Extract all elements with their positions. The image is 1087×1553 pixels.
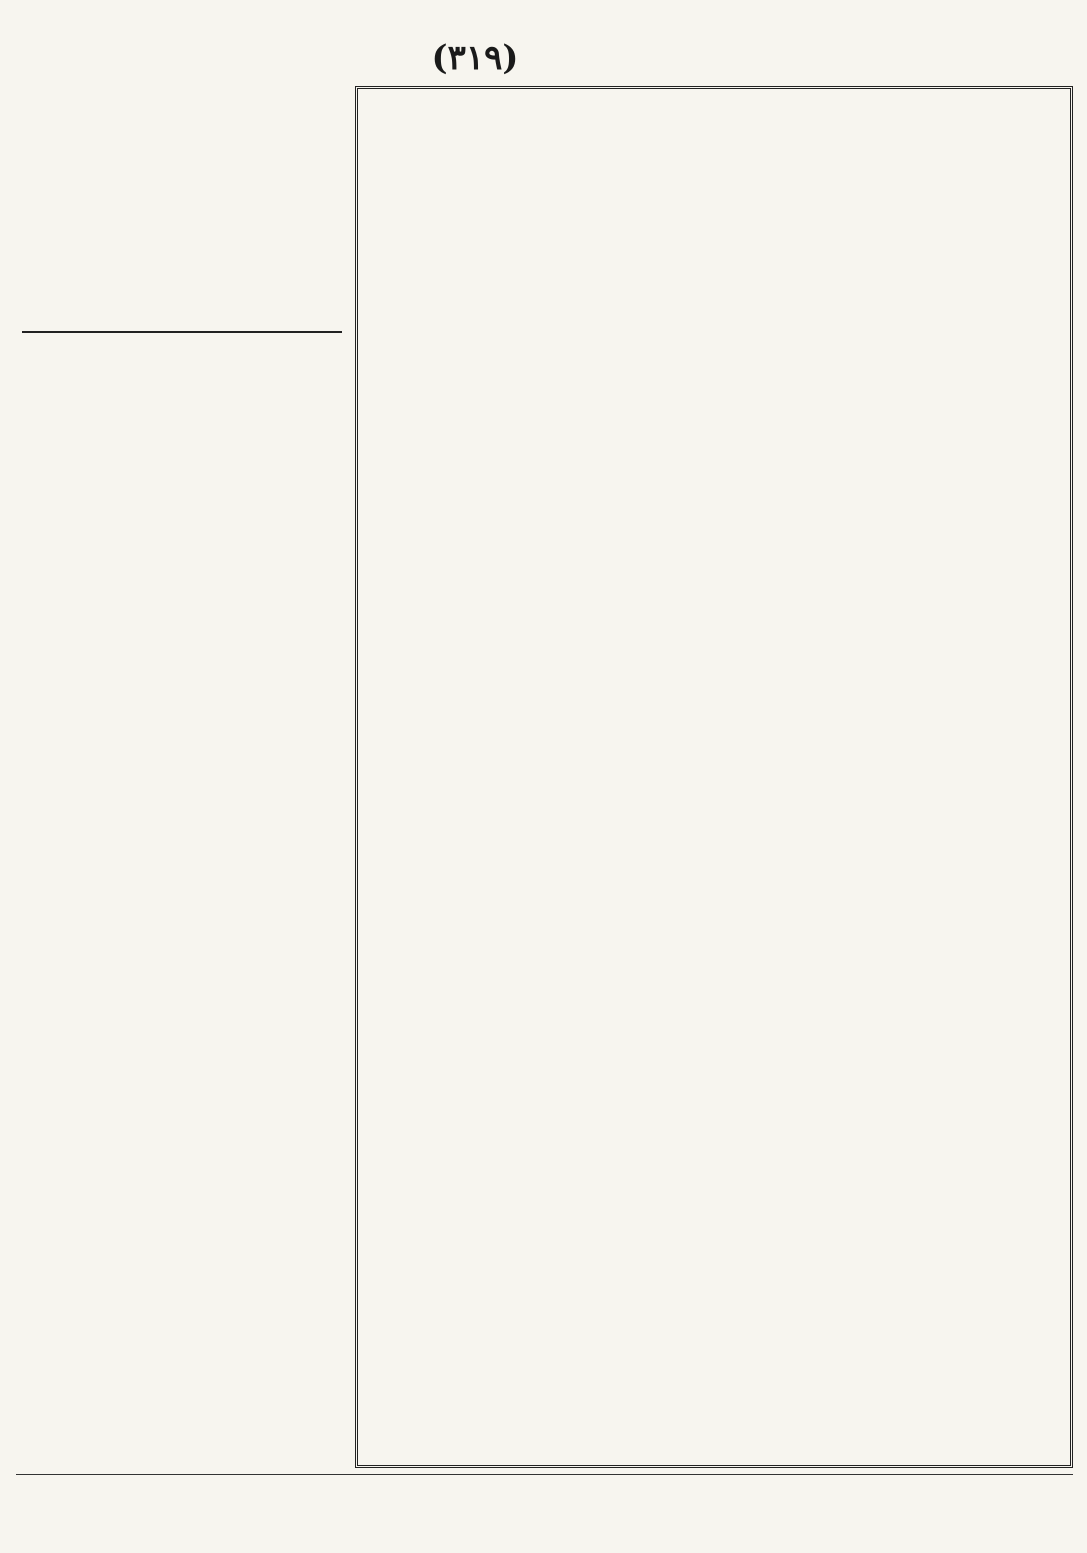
margin-text-line (16, 673, 348, 710)
margin-text-line (16, 932, 348, 969)
main-text-line (368, 1319, 1060, 1355)
main-text-line (368, 1175, 1060, 1211)
main-text-line (368, 491, 1060, 527)
main-commentary-text (368, 95, 1060, 1459)
main-text-line (368, 1427, 1060, 1463)
margin-text-line (16, 599, 348, 636)
main-text-line (368, 1139, 1060, 1175)
main-text-line (368, 923, 1060, 959)
margin-text-line (16, 488, 348, 525)
main-text-line (368, 1283, 1060, 1319)
main-text-line (368, 239, 1060, 275)
page-number: (٣١٩) (431, 38, 519, 78)
main-text-line (368, 1067, 1060, 1103)
margin-text-line (16, 451, 348, 488)
main-text-line (368, 671, 1060, 707)
main-text-line (368, 203, 1060, 239)
margin-text-line (16, 1006, 348, 1043)
main-text-line (368, 743, 1060, 779)
main-text-line (368, 167, 1060, 203)
main-text-line (368, 419, 1060, 455)
margin-text-line (16, 1265, 348, 1302)
main-text-line (368, 959, 1060, 995)
margin-text-line (16, 1413, 348, 1450)
margin-text-line (16, 895, 348, 932)
margin-text-line (16, 158, 348, 195)
margin-text-line (16, 747, 348, 784)
margin-text-line (16, 710, 348, 747)
main-text-line (368, 815, 1060, 851)
margin-text-line (16, 232, 348, 269)
main-commentary-frame (355, 86, 1073, 1468)
margin-text-line (16, 195, 348, 232)
margin-block-2 (16, 340, 348, 1468)
main-text-line (368, 563, 1060, 599)
margin-text-line (16, 84, 348, 121)
main-text-line (368, 1211, 1060, 1247)
margin-text-line (16, 414, 348, 451)
main-text-line (368, 707, 1060, 743)
margin-text-line (16, 1228, 348, 1265)
main-text-line (368, 887, 1060, 923)
main-text-line (368, 995, 1060, 1031)
main-text-line (368, 95, 1060, 131)
footnote (70, 1480, 1073, 1530)
footnote-rule (16, 1474, 1073, 1475)
margin-text-line (16, 1080, 348, 1117)
margin-text-line (16, 121, 348, 158)
main-text-line (368, 599, 1060, 635)
margin-text-line (16, 1302, 348, 1339)
margin-text-line (16, 821, 348, 858)
margin-text-line (16, 636, 348, 673)
margin-text-line (16, 784, 348, 821)
margin-text-line (16, 340, 348, 377)
main-text-line (368, 1247, 1060, 1283)
margin-text-line (16, 525, 348, 562)
main-text-line (368, 1463, 1060, 1468)
margin-text-line (16, 562, 348, 599)
main-text-line (368, 1355, 1060, 1391)
main-text-line (368, 131, 1060, 167)
margin-block-1 (16, 84, 348, 324)
main-text-line (368, 1103, 1060, 1139)
margin-divider (22, 331, 342, 333)
main-text-line (368, 311, 1060, 347)
margin-text-line (16, 969, 348, 1006)
margin-text-line (16, 377, 348, 414)
main-text-line (368, 383, 1060, 419)
main-text-line (368, 1031, 1060, 1067)
main-text-line (368, 635, 1060, 671)
main-text-line (368, 275, 1060, 311)
margin-text-line (16, 269, 348, 306)
margin-text-line (16, 1117, 348, 1154)
main-text-line (368, 779, 1060, 815)
margin-text-line (16, 1154, 348, 1191)
main-text-line (368, 851, 1060, 887)
margin-text-line (16, 1043, 348, 1080)
main-text-line (368, 527, 1060, 563)
main-text-line (368, 347, 1060, 383)
margin-text-line (16, 1339, 348, 1376)
main-text-line (368, 455, 1060, 491)
running-header (70, 34, 1073, 80)
main-text-line (368, 1391, 1060, 1427)
margin-text-line (16, 1376, 348, 1413)
margin-text-line (16, 1191, 348, 1228)
margin-column (16, 84, 348, 1468)
margin-text-line (16, 858, 348, 895)
